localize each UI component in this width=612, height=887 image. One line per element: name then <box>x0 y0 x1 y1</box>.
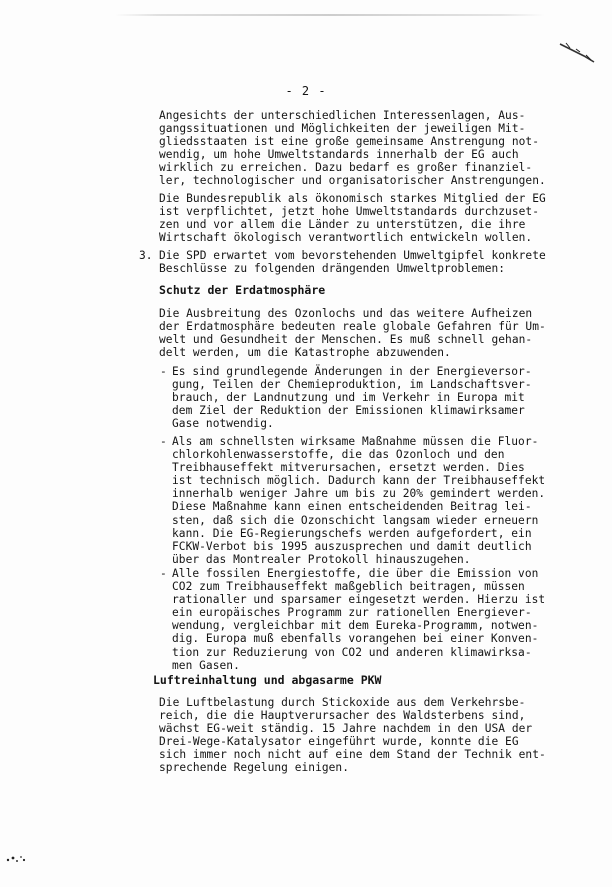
text-line: rationaller und sparsamer eingesetzt werden. Hierzu ist <box>172 593 546 607</box>
text-line: Beschlüsse zu folgenden drängenden Umweltproblemen: <box>159 262 506 276</box>
text-line: der Erdatmosphäre bedeuten reale globale Gefahren für Um- <box>159 320 546 334</box>
text-line: FCKW-Verbot bis 1995 auszusprechen und damit deutlich <box>172 539 532 553</box>
text-line: reich, die die Hauptverursacher des Waldsterbens sind, <box>159 709 526 723</box>
bullet-item-3 <box>172 567 545 672</box>
page-number: - 2 - <box>285 84 327 98</box>
text-line: Gase notwendig. <box>172 417 274 431</box>
scan-specks <box>4 852 44 866</box>
text-line: wendig, um hohe Umweltstandards innerhalb der EG auch <box>159 148 519 162</box>
section-heading-erdatmosphaere: Schutz der Erdatmosphäre <box>159 283 326 297</box>
text-line: Alle fossilen Energiestoffe, die über die Emission von <box>172 567 539 580</box>
section-heading-luftreinhaltung: Luftreinhaltung und abgasarme PKW <box>153 673 382 687</box>
text-line: ist verpflichtet, jetzt hohe Umweltstandards durchzuset- <box>159 205 539 219</box>
text-line: Diese Maßnahme kann einen entscheidenden Beitrag lei- <box>172 500 532 514</box>
section-1-intro <box>159 307 546 359</box>
bullet-item-2 <box>172 435 545 566</box>
text-line: delt werden, um die Katastrophe abzuwenden. <box>159 346 451 360</box>
text-line: Die SPD erwartet vom bevorstehenden Umweltgipfel konkrete <box>159 249 546 262</box>
text-line: welt und Gesundheit der Menschen. Es muß schnell gehan- <box>159 333 533 347</box>
text-line: Angesichts der unterschiedlichen Interessenlagen, Aus- <box>159 109 526 122</box>
text-line: Die Ausbreitung des Ozonlochs und das weitere Aufheizen <box>159 307 533 320</box>
text-line: CO2 zum Treibhauseffekt maßgeblich beitragen, müssen <box>172 580 525 594</box>
text-line: tion zur Reduzierung von CO2 und anderen klimawirksa- <box>172 645 532 659</box>
section-2-body <box>159 696 546 775</box>
text-line: wächst EG-weit ständig. 15 Jahre nachdem in den USA der <box>159 722 533 736</box>
text-line: wendung, vergleichbar mit dem Eureka-Programm, notwen- <box>172 619 539 633</box>
text-line: Wirtschaft ökologisch verantwortlich entwickeln wollen. <box>159 231 533 245</box>
text-line: dem Ziel der Reduktion der Emissionen klimawirksamer <box>172 404 525 418</box>
text-line: sten, daß sich die Ozonschicht langsam wieder erneuern <box>172 513 539 527</box>
text-line: über das Montrealer Protokoll hinauszugehen. <box>172 552 471 566</box>
intro-paragraph-1 <box>159 109 546 188</box>
text-line: Die Luftbelastung durch Stickoxide aus dem Verkehrsbe- <box>159 696 526 709</box>
text-line: Die Bundesrepublik als ökonomisch starkes Mitglied der EG <box>159 192 546 205</box>
text-line: Es sind grundlegende Änderungen in der Energieversor- <box>172 365 532 378</box>
text-line: men Gasen. <box>172 658 240 672</box>
text-line: sich immer noch nicht auf eine dem Stand der Technik ent- <box>159 748 546 762</box>
text-line: chlorkohlenwasserstoffe, die das Ozonloch und den <box>172 448 505 462</box>
text-line: sprechende Regelung einigen. <box>159 761 349 775</box>
bullet-marker: - <box>160 435 167 448</box>
text-line: ler, technologischer und organisatorischer Anstrengungen. <box>159 174 546 188</box>
intro-paragraph-2 <box>159 192 546 244</box>
scan-edge-line <box>115 14 545 16</box>
text-line: kann. Die EG-Regierungschefs werden aufgefordert, ein <box>172 526 532 540</box>
text-line: Als am schnellsten wirksame Maßnahme müssen die Fluor- <box>172 435 539 448</box>
text-line: ein europäisches Programm zur rationellen Energiever- <box>172 606 532 620</box>
bullet-marker: - <box>160 567 167 580</box>
text-line: innerhalb weniger Jahre um bis zu 20% gemindert werden. <box>172 487 546 501</box>
bullet-item-1 <box>172 365 532 430</box>
text-line: gung, Teilen der Chemieproduktion, im Landschaftsver- <box>172 378 532 392</box>
text-line: Treibhauseffekt mitverursachen, ersetzt werden. Dies <box>172 461 525 475</box>
text-line: gliedsstaaten ist eine große gemeinsame Anstrengung not- <box>159 135 539 149</box>
text-line: zen und vor allem die Länder zu unterstützen, die ihre <box>159 218 526 232</box>
text-line: brauch, der Landnutzung und im Verkehr in Europa mit <box>172 391 525 405</box>
bullet-marker: - <box>160 365 167 378</box>
text-line: gangssituationen und Möglichkeiten der jeweiligen Mit- <box>159 122 526 136</box>
text-line: Drei-Wege-Katalysator eingeführt wurde, konnte die EG <box>159 735 519 749</box>
text-line: dig. Europa muß ebenfalls vorangehen bei einer Konven- <box>172 632 539 646</box>
text-line: wirklich zu erreichen. Dazu bedarf es großer finanziel- <box>159 161 533 175</box>
text-line: ist technisch möglich. Dadurch kann der Treibhauseffekt <box>172 474 546 488</box>
item-3-text <box>159 249 546 275</box>
item-number: 3. <box>139 249 153 262</box>
scan-corner-mark <box>558 40 598 66</box>
